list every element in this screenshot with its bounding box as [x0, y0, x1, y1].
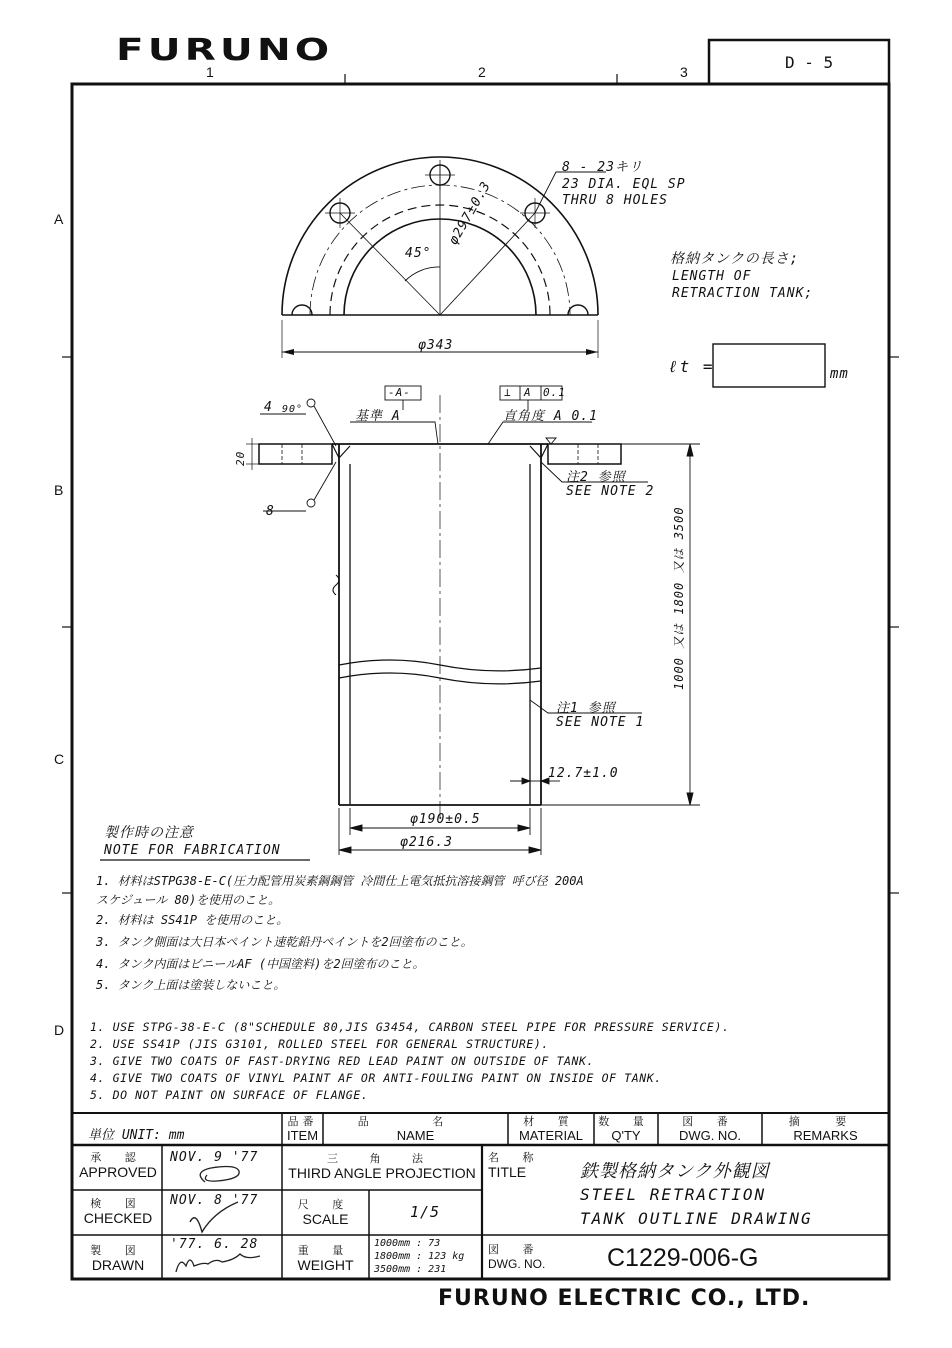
approved-jp: 承 認 — [90, 1151, 146, 1164]
item-jp: 品番 — [287, 1115, 318, 1128]
dwg-number-label-en: DWG. NO. — [488, 1257, 546, 1271]
furuno-logo: FURUNO — [116, 33, 334, 68]
material-jp: 材 質 — [523, 1115, 579, 1128]
zone-row-a: A — [54, 211, 64, 227]
dwg-number-label-jp: 図 番 — [488, 1243, 544, 1256]
weld-size-8: 8 — [266, 504, 275, 519]
outer-diameter-dim: φ216.3 — [400, 835, 453, 850]
note-en-2: 2. USE SS41P (JIS G3101, ROLLED STEEL FOR GENERAL STRUCTURE). — [90, 1037, 549, 1051]
qty-jp: 数 量 — [598, 1115, 654, 1128]
wall-thickness-dim: 12.7±1.0 — [548, 766, 619, 781]
approved-date: NOV. 9 '77 — [170, 1150, 259, 1165]
note-en-4: 4. GIVE TWO COATS OF VINYL PAINT AF OR ANTI-FOULING PAINT ON INSIDE OF TANK. — [90, 1071, 662, 1085]
approved-en: APPROVED — [79, 1164, 157, 1180]
note1-jp: 注1 参照 — [556, 701, 616, 716]
zone-col-1: 1 — [206, 64, 214, 80]
scale-jp: 尺 度 — [297, 1198, 354, 1211]
zone-col-2: 2 — [478, 64, 486, 80]
dwgno-en: DWG. NO. — [678, 1128, 742, 1143]
note-en-3: 3. GIVE TWO COATS OF FAST-DRYING RED LEAD PAINT ON OUTSIDE OF TANK. — [90, 1054, 595, 1068]
weight-3500: 3500mm : 231 — [374, 1264, 447, 1275]
datum-box-label: -A- — [388, 386, 411, 399]
scale-en: SCALE — [302, 1211, 349, 1227]
flange-od-dim: φ343 — [418, 338, 454, 353]
scale-label — [282, 1198, 369, 1227]
note2-jp: 注2 参照 — [566, 470, 626, 485]
dwg-number-label — [488, 1243, 545, 1272]
holes-jp-label: 8 - 23キリ — [562, 160, 643, 175]
angle-label: 45° — [405, 246, 432, 261]
projection-cell — [282, 1152, 482, 1181]
note-jp-5: 5. タンク上面は塗装しないこと。 — [96, 978, 286, 992]
perp-sym: ⊥ — [504, 386, 512, 399]
name-en: NAME — [396, 1128, 435, 1143]
holes-en-label-2: THRU 8 HOLES — [562, 193, 668, 208]
flange-thickness-dim: 20 — [234, 450, 247, 466]
title-en-1: STEEL RETRACTION — [580, 1185, 767, 1204]
title-en-2: TANK OUTLINE DRAWING — [580, 1209, 813, 1228]
datum-label: 基準 A — [355, 409, 401, 424]
weld-angle-90: 90° — [282, 404, 304, 415]
length-dim-label: 1000 又は 1800 又は 3500 — [672, 506, 686, 690]
retraction-en-1: LENGTH OF — [672, 269, 752, 284]
note1-en: SEE NOTE 1 — [556, 715, 645, 730]
qty-en: Q'TY — [611, 1128, 641, 1143]
weight-label — [282, 1244, 369, 1273]
title-label-en: TITLE — [488, 1164, 527, 1180]
material-en: MATERIAL — [518, 1128, 584, 1143]
weld-size-4: 4 — [264, 400, 273, 415]
holes-en-label-1: 23 DIA. EQL SP — [562, 177, 686, 192]
remarks-en: REMARKS — [793, 1128, 858, 1143]
zone-col-3: 3 — [680, 64, 688, 80]
sheet-id: D - 5 — [785, 53, 834, 72]
checked-en: CHECKED — [83, 1210, 153, 1226]
weight-1800: 1800mm : 123 kg — [374, 1251, 465, 1262]
scale-value: 1/5 — [410, 1203, 441, 1221]
projection-jp: 三 角 法 — [327, 1152, 437, 1165]
title-label-jp: 名 称 — [488, 1151, 544, 1164]
drawn-en: DRAWN — [91, 1257, 145, 1273]
dwg-number: C1229-006-G — [607, 1244, 759, 1272]
company-name: FURUNO ELECTRIC CO., LTD. — [438, 1286, 811, 1311]
unit-label: 単位 UNIT: mm — [88, 1128, 185, 1143]
zone-row-b: B — [54, 482, 64, 498]
retraction-en-2: RETRACTION TANK; — [672, 286, 814, 301]
bolt-circle-dim: φ297±0.3 — [446, 178, 495, 248]
dwgno-jp: 図 番 — [682, 1115, 738, 1128]
perp-datum: A — [524, 386, 532, 399]
zone-row-c: C — [54, 751, 65, 767]
projection-en: THIRD ANGLE PROJECTION — [288, 1165, 476, 1181]
note-jp-4: 4. タンク内面はビニールAF (中国塗料)を2回塗布のこと。 — [96, 957, 425, 971]
checked-jp: 検 図 — [90, 1197, 146, 1210]
retraction-jp: 格納タンクの長さ; — [670, 251, 800, 267]
note2-en: SEE NOTE 2 — [566, 484, 655, 499]
item-en: ITEM — [286, 1128, 319, 1143]
weight-1000: 1000mm : 73 — [374, 1238, 441, 1249]
title-label — [488, 1151, 544, 1180]
inner-diameter-dim: φ190±0.5 — [410, 812, 481, 827]
title-jp: 鉄製格納タンク外観図 — [580, 1161, 770, 1182]
notes-title-en: NOTE FOR FABRICATION — [104, 843, 281, 858]
zone-row-d: D — [54, 1022, 65, 1038]
lt-unit: mm — [830, 366, 849, 382]
note-jp-1: 1. 材料はSTPG38-E-C(圧力配管用炭素鋼鋼管 冷間仕上電気抵抗溶接鋼管 呼び径 200A — [96, 874, 584, 888]
lt-label: ℓt = — [668, 357, 715, 376]
perp-label: 直角度 A 0.1 — [503, 409, 598, 424]
checked-date: NOV. 8 '77 — [170, 1193, 259, 1208]
note-jp-2: 2. 材料は SS41P を使用のこと。 — [96, 913, 289, 927]
remarks-jp: 摘 要 — [788, 1115, 863, 1128]
note-en-5: 5. DO NOT PAINT ON SURFACE OF FLANGE. — [90, 1088, 369, 1102]
note-jp-3: 3. タンク側面は大日本ペイント速乾鉛丹ペイントを2回塗布のこと。 — [96, 935, 473, 949]
drawn-jp: 製 図 — [90, 1244, 146, 1257]
perp-value: 0.1 — [543, 386, 566, 399]
drawn-date: '77. 6. 28 — [170, 1237, 259, 1252]
note-en-1: 1. USE STPG-38-E-C (8"SCHEDULE 80,JIS G3454, CARBON STEEL PIPE FOR PRESSURE SERVICE). — [90, 1020, 730, 1034]
weight-en: WEIGHT — [297, 1257, 354, 1273]
weight-jp: 重 量 — [297, 1244, 354, 1257]
note-jp-1b: スケジュール 80)を使用のこと。 — [96, 893, 281, 907]
notes-title-jp: 製作時の注意 — [104, 825, 194, 841]
name-jp: 品 名 — [357, 1115, 474, 1128]
